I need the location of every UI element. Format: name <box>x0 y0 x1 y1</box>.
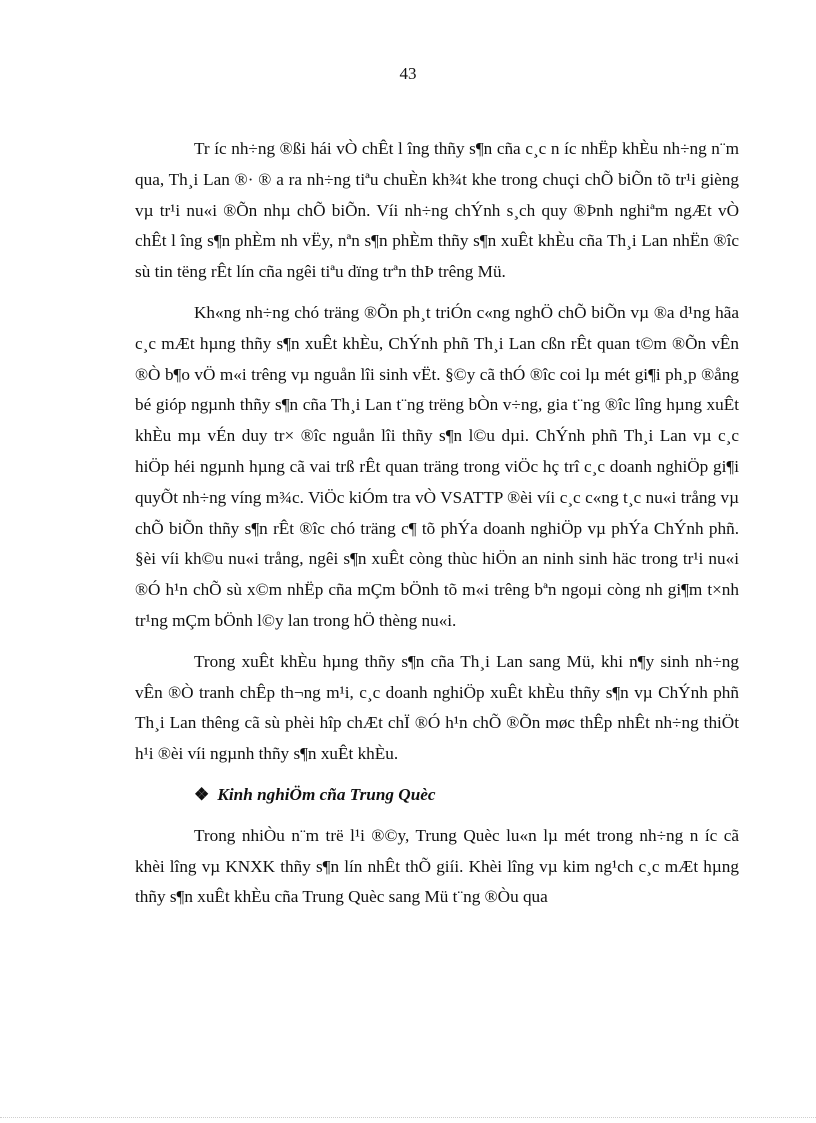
paragraph: Trong nhiÒu n¨m trë l¹i ®©y, Trung Quèc lu«n lµ mét trong nh÷ng n íc cã khèi lîng vµ KNXK thñy s¶n lín nhÊt thÕ giíi. Khèi lîng vµ kim ng¹ch c¸c mÆt hµng thñy s¶n xuÊt khÈu cña Trung Quèc sang Mü t¨ng ®Òu qua <box>135 825 739 907</box>
paragraph: Tr íc nh÷ng ®ßi hái vÒ chÊt l îng thñy s¶n cña c¸c n íc nhËp khÈu nh÷ng n¨m qua, Th¸i Lan ®· ® a ra nh÷ng tiªu chuÈn kh¾t khe trong chuçi chÕ biÕn tõ tr¹i gièng vµ tr¹i nu«i ®Õn nhµ chÕ biÕn. Víi nh÷ng chÝnh s¸ch quy ®Þnh nghiªm ngÆt vÒ chÊt l îng s¶n phÈm nh vËy, nªn s¶n phÈm thñy s¶n xuÊt khÈu cña Th¸i Lan nhËn ®îc sù tin tëng rÊt lín cña ngêi tiªu dïng trªn thÞ trêng Mü. <box>135 139 739 282</box>
paragraph: Trong xuÊt khÈu hµng thñy s¶n cña Th¸i Lan sang Mü, khi n¶y sinh nh÷ng vÊn ®Ò tranh chÊp th¬ng m¹i, c¸c doanh nghiÖp xuÊt khÈu thñy s¶n vµ ChÝnh phñ Th¸i Lan thêng cã sù phèi hîp chÆt chÏ ®Ó h¹n chÕ ®Õn møc thÊp nhÊt nh÷ng thiÖt h¹i ®èi víi ngµnh thñy s¶n xuÊt khÈu. <box>135 651 739 764</box>
document-body <box>135 134 739 913</box>
section-heading-text: Kinh nghiÖm cña Trung Quèc <box>217 784 436 804</box>
section-heading <box>194 780 739 811</box>
page-number: 43 <box>399 64 417 83</box>
paragraph: Kh«ng nh÷ng chó träng ®Õn ph¸t triÓn c«ng nghÖ chÕ biÕn vµ ®a d¹ng hãa c¸c mÆt hµng thñy s¶n xuÊt khÈu, ChÝnh phñ Th¸i Lan cßn rÊt quan t©m ®Õn vÊn ®Ò b¶o vÖ m«i trêng vµ nguån lîi sinh vËt. §©y cã thÓ ®îc coi lµ mét gi¶i ph¸p ®ång bé gióp ngµnh thñy s¶n cña Th¸i Lan t¨ng trëng bÒn v÷ng, gia t¨ng ®îc lîng hµng xuÊt khÈu mµ vÉn duy tr× ®îc nguån lîi thñy s¶n l©u dµi. ChÝnh phñ Th¸i Lan vµ c¸c hiÖp héi ngµnh hµng cã vai trß rÊt quan träng trong viÖc hç trî c¸c doanh nghiÖp gi¶i quyÕt nh÷ng víng m¾c. ViÖc kiÓm tra vÒ VSATTP ®èi víi c¸c c«ng t¸c nu«i trång vµ chÕ biÕn thñy s¶n rÊt ®îc chó träng c¶ tõ phÝa doanh nghiÖp vµ phÝa ChÝnh phñ. §èi víi kh©u nu«i trång, ngêi s¶n xuÊt còng thùc hiÖn an ninh sinh häc trong tr¹i nu«i ®Ó h¹n chÕ sù x©m nhËp cña mÇm bÖnh tõ m«i trêng bªn ngoµi còng nh gi¶m t×nh tr¹ng mÇm bÖnh l©y lan trong hÖ thèng nu«i. <box>135 302 739 630</box>
page-bottom-divider <box>0 1117 816 1118</box>
diamond-bullet-icon: ❖ <box>194 784 210 804</box>
